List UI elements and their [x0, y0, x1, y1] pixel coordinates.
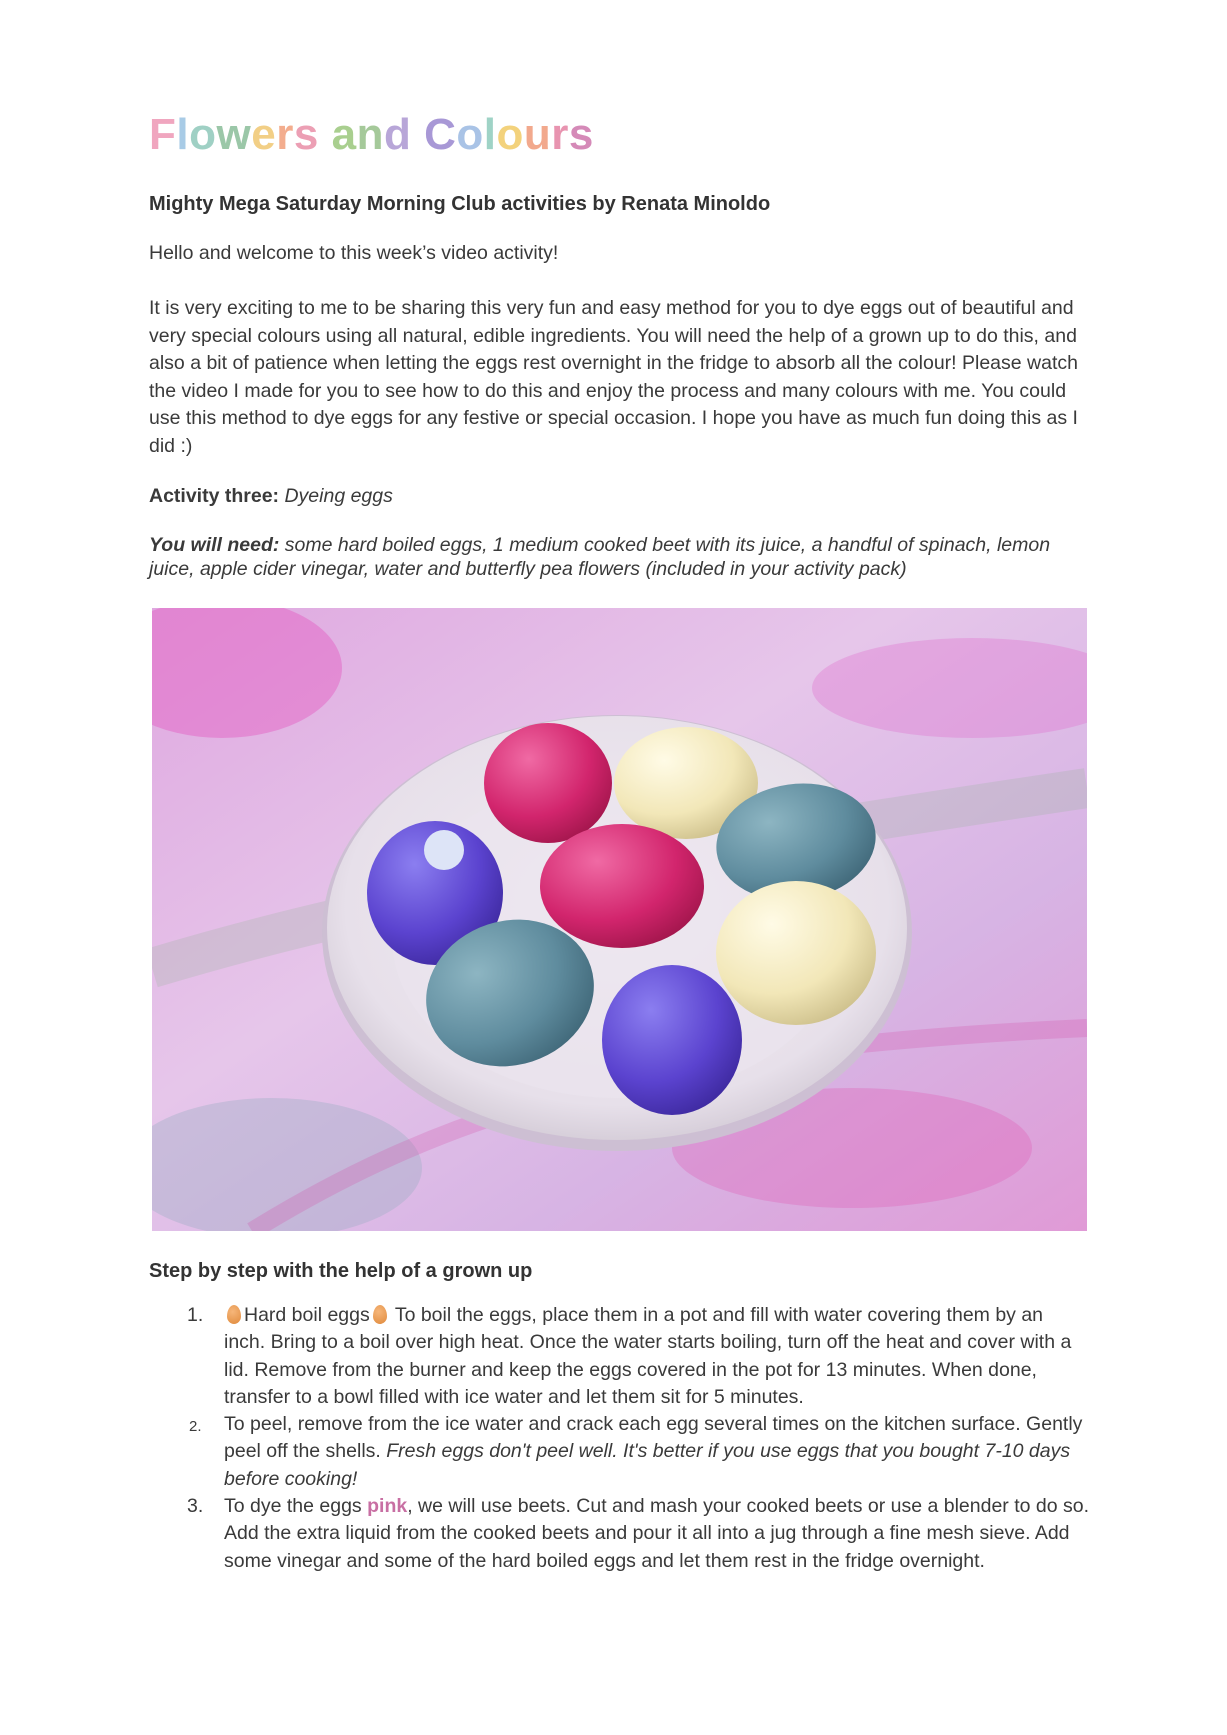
- steps-heading: Step by step with the help of a grown up: [149, 1260, 533, 1282]
- activity-name: Dyeing eggs: [284, 485, 393, 507]
- title-letter: F: [149, 110, 177, 159]
- materials-text: some hard boiled eggs, 1 medium cooked beet with its juice, a handful of spinach, lemon juice, apple cider vinegar, water and butterfly pea flowers (included in your activity pack): [149, 534, 1051, 580]
- title-letter: l: [483, 110, 497, 159]
- title-letter: w: [216, 110, 252, 159]
- steps-list: [149, 1302, 1089, 1575]
- page-title: [149, 110, 594, 160]
- step-number: 1.: [187, 1304, 204, 1326]
- title-letter: l: [176, 110, 190, 159]
- step-item: [149, 1411, 1089, 1493]
- title-letter: o: [456, 110, 484, 159]
- title-letter: s: [568, 110, 594, 159]
- step-text-post: , we will use beets. Cut and mash your cooked beets or use a blender to do so. Add the extra liquid from the cooked beets and pour it all into a jug through a fine mesh sieve. Add some vinegar and some of the hard boiled eggs and let them rest in the fridge overnight.: [224, 1495, 1090, 1572]
- title-letter: e: [251, 110, 277, 159]
- materials-label: You will need:: [149, 534, 280, 556]
- title-letter: o: [189, 110, 217, 159]
- step-text: To boil the eggs, place them in a pot and fill with water covering them by an inch. Bring to a boil over high heat. Once the water starts boiling, turn off the heat and cover with a lid. Remove from the burner and keep the eggs covered in the pot for 13 minutes. When done, transfer to a bowl filled with ice water and let them sit for 5 minutes.: [224, 1304, 1072, 1408]
- greeting: Hello and welcome to this week’s video activity!: [149, 242, 559, 264]
- step-number: 3.: [187, 1495, 204, 1518]
- title-letter: C: [424, 110, 457, 159]
- step-highlight: pink: [367, 1495, 408, 1518]
- title-letter: n: [356, 110, 384, 159]
- title-letter: s: [293, 110, 319, 159]
- step-number: 2.: [189, 1418, 202, 1436]
- title-letter: u: [523, 110, 552, 159]
- title-letter: [411, 110, 424, 160]
- title-letter: [319, 110, 332, 160]
- subtitle: Mighty Mega Saturday Morning Club activities by Renata Minoldo: [149, 193, 771, 215]
- title-letter: r: [551, 110, 569, 159]
- title-letter: r: [276, 110, 294, 159]
- step-item: [149, 1493, 1089, 1575]
- materials-line: [149, 533, 1089, 581]
- title-letter: a: [331, 110, 357, 159]
- step-item: [149, 1302, 1089, 1411]
- title-letter: d: [383, 110, 412, 159]
- activity-label: Activity three:: [149, 485, 280, 507]
- egg-icon: [227, 1305, 241, 1324]
- dyed-eggs-photo: [152, 608, 1087, 1231]
- step-note: Fresh eggs don't peel well. It's better if you use eggs that you bought 7-10 days before cooking!: [224, 1440, 1071, 1490]
- egg-icon: [373, 1305, 387, 1324]
- step-text-pre: To dye the eggs: [224, 1495, 362, 1518]
- step-title: Hard boil eggs: [244, 1304, 370, 1326]
- title-letter: o: [496, 110, 524, 159]
- step-text: To peel, remove from the ice water and crack each egg several times on the kitchen surface. Gently peel off the shells.: [224, 1413, 1083, 1463]
- activity-line: [149, 483, 1089, 511]
- intro-paragraph: It is very exciting to me to be sharing this very fun and easy method for you to dye eggs out of beautiful and very special colours using all natural, edible ingredients. You will need the help of a grown up to do this, and also a bit of patience when letting the eggs rest overnight in the fridge to absorb all the colour! Please watch the video I made for you to see how to do this and enjoy the process and many colours with me. You could use this method to dye eggs for any festive or special occasion. I hope you have as much fun doing this as I did :): [149, 297, 1078, 457]
